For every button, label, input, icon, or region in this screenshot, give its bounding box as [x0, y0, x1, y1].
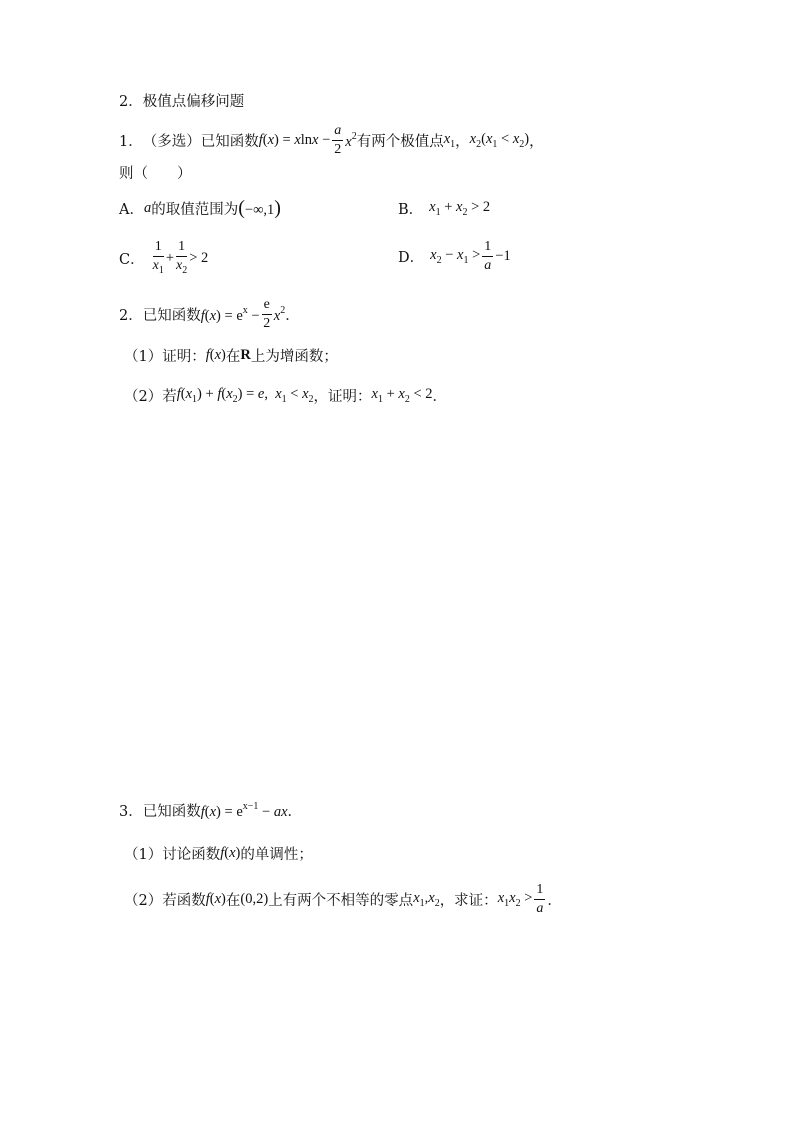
- q3-part2: [124, 883, 562, 916]
- q3-part1: [124, 843, 313, 864]
- q1-option-d-expr: $x_2 - x_1$ >: [430, 247, 481, 266]
- q3-part1-label: （1）: [124, 847, 163, 863]
- q2-part2-label: （2）: [124, 389, 163, 405]
- q1-end: ，: [529, 134, 544, 150]
- q2-stem: [119, 298, 300, 331]
- q2-period: ．: [285, 308, 300, 324]
- q2-part2-claim: $x_1 + x_2 < 2$: [371, 386, 433, 405]
- q1-option-d-frac: $\frac{1}{a}$: [484, 239, 492, 273]
- q3-formula: $f(x) = e^{x-1}$ − ax: [200, 800, 288, 820]
- q1-option-a-label: A．: [119, 202, 144, 218]
- q3-part1-suffix: 的单调性；: [240, 847, 313, 863]
- q2-part1-suffix: 上为增函数；: [250, 349, 338, 365]
- q1-option-b-expr: $x_1 + x_2 > 2$: [429, 199, 491, 218]
- q3-part2-frac: $\frac{1}{a}$: [536, 882, 544, 916]
- q3-part2-prefix: 若函数: [162, 893, 206, 909]
- section-title: [119, 90, 244, 111]
- q2-part2-cond: $f(x_1) + f(x_2) = e$, $x_1 < x_2$: [176, 386, 314, 405]
- q1-comma: ，: [455, 134, 470, 150]
- q2-part2-end: ．: [432, 389, 448, 405]
- q3-part1-fx: f(x): [220, 845, 241, 861]
- q3-part2-claim: $x_1x_2$ >: [497, 890, 533, 909]
- q1-option-c: C． $\frac{1}{x_1}$ + $\frac{1}{x_2}$ > 2: [119, 239, 209, 276]
- q3-part2-interval: (0,2): [240, 891, 269, 907]
- q1-tag: （多选）: [142, 134, 201, 150]
- q1-stem-prefix: 已知函数: [200, 134, 259, 150]
- q1-option-d-label: D．: [398, 250, 425, 266]
- q3-part2-fx: f(x): [205, 891, 226, 907]
- q3-number: 3．: [119, 804, 143, 820]
- q2-fraction: $\frac{e}{2}$: [263, 297, 271, 331]
- q2-number: 2．: [119, 308, 143, 324]
- q2-part1-mid: 在: [225, 349, 241, 365]
- q3-part2-mid3: ，求证：: [439, 893, 498, 909]
- q3-period: ．: [287, 804, 303, 820]
- q3-part2-mid1: 在: [225, 893, 241, 909]
- q2-part1-R: R: [240, 347, 251, 363]
- q2-formula: $f(x) = e^x$ −: [200, 304, 260, 324]
- q1-option-a-var: a: [143, 200, 152, 216]
- q1-number: 1．: [119, 134, 143, 150]
- q2-stem-prefix: 已知函数: [142, 308, 201, 324]
- q2-formula-tail: $x^2$: [273, 304, 286, 324]
- q1-fraction: $\frac{a}{2}$: [334, 123, 342, 157]
- q1-x1: $x_1$: [443, 131, 456, 150]
- q1-option-d: D． $x_2 - x_1$ > $\frac{1}{a}$ −1: [398, 239, 511, 273]
- q1-formula: f(x) = xlnx −: [258, 132, 331, 148]
- q3-part1-prefix: 讨论函数: [162, 847, 221, 863]
- q1-option-b: [398, 198, 490, 219]
- q1-stem: [119, 124, 544, 157]
- q2-part1-fx: f(x): [205, 347, 226, 363]
- q2-part2-mid: ，证明：: [313, 389, 372, 405]
- q1-option-a-interval: (−∞,1): [238, 197, 281, 219]
- q2-part2: [124, 385, 447, 406]
- q1-option-c-label: C．: [119, 251, 145, 268]
- q2-part2-prefix: 若: [162, 389, 177, 405]
- q3-part2-end: ．: [547, 893, 562, 909]
- q2-part1-prefix: 证明：: [162, 349, 206, 365]
- q3-part2-mid2: 上有两个不相等的零点: [268, 893, 414, 909]
- q1-option-a: [119, 198, 281, 219]
- q1-formula-tail: $x^2$: [345, 130, 357, 150]
- q1-then-text: 则（ ）: [119, 166, 192, 182]
- q2-part1-label: （1）: [124, 349, 163, 365]
- q1-option-c-frac2: $\frac{1}{x_2}$: [176, 239, 188, 276]
- q1-x2-cond: $x_2(x_1 < x_2)$: [469, 131, 530, 150]
- q1-option-a-text: 的取值范围为: [151, 202, 239, 218]
- q3-stem: [119, 800, 302, 821]
- q2-part1: [124, 345, 338, 366]
- section-title-text: 2．极值点偏移问题: [119, 94, 245, 110]
- q1-option-b-label: B．: [398, 202, 424, 218]
- q1-option-c-frac1: $\frac{1}{x_1}$: [152, 239, 164, 276]
- q1-stem-suffix: 有两个极值点: [356, 134, 444, 150]
- q3-stem-prefix: 已知函数: [142, 804, 201, 820]
- q1-then: [119, 162, 192, 183]
- q3-part2-label: （2）: [124, 893, 163, 909]
- q3-part2-zeros: $x_1,x_2$: [413, 890, 440, 909]
